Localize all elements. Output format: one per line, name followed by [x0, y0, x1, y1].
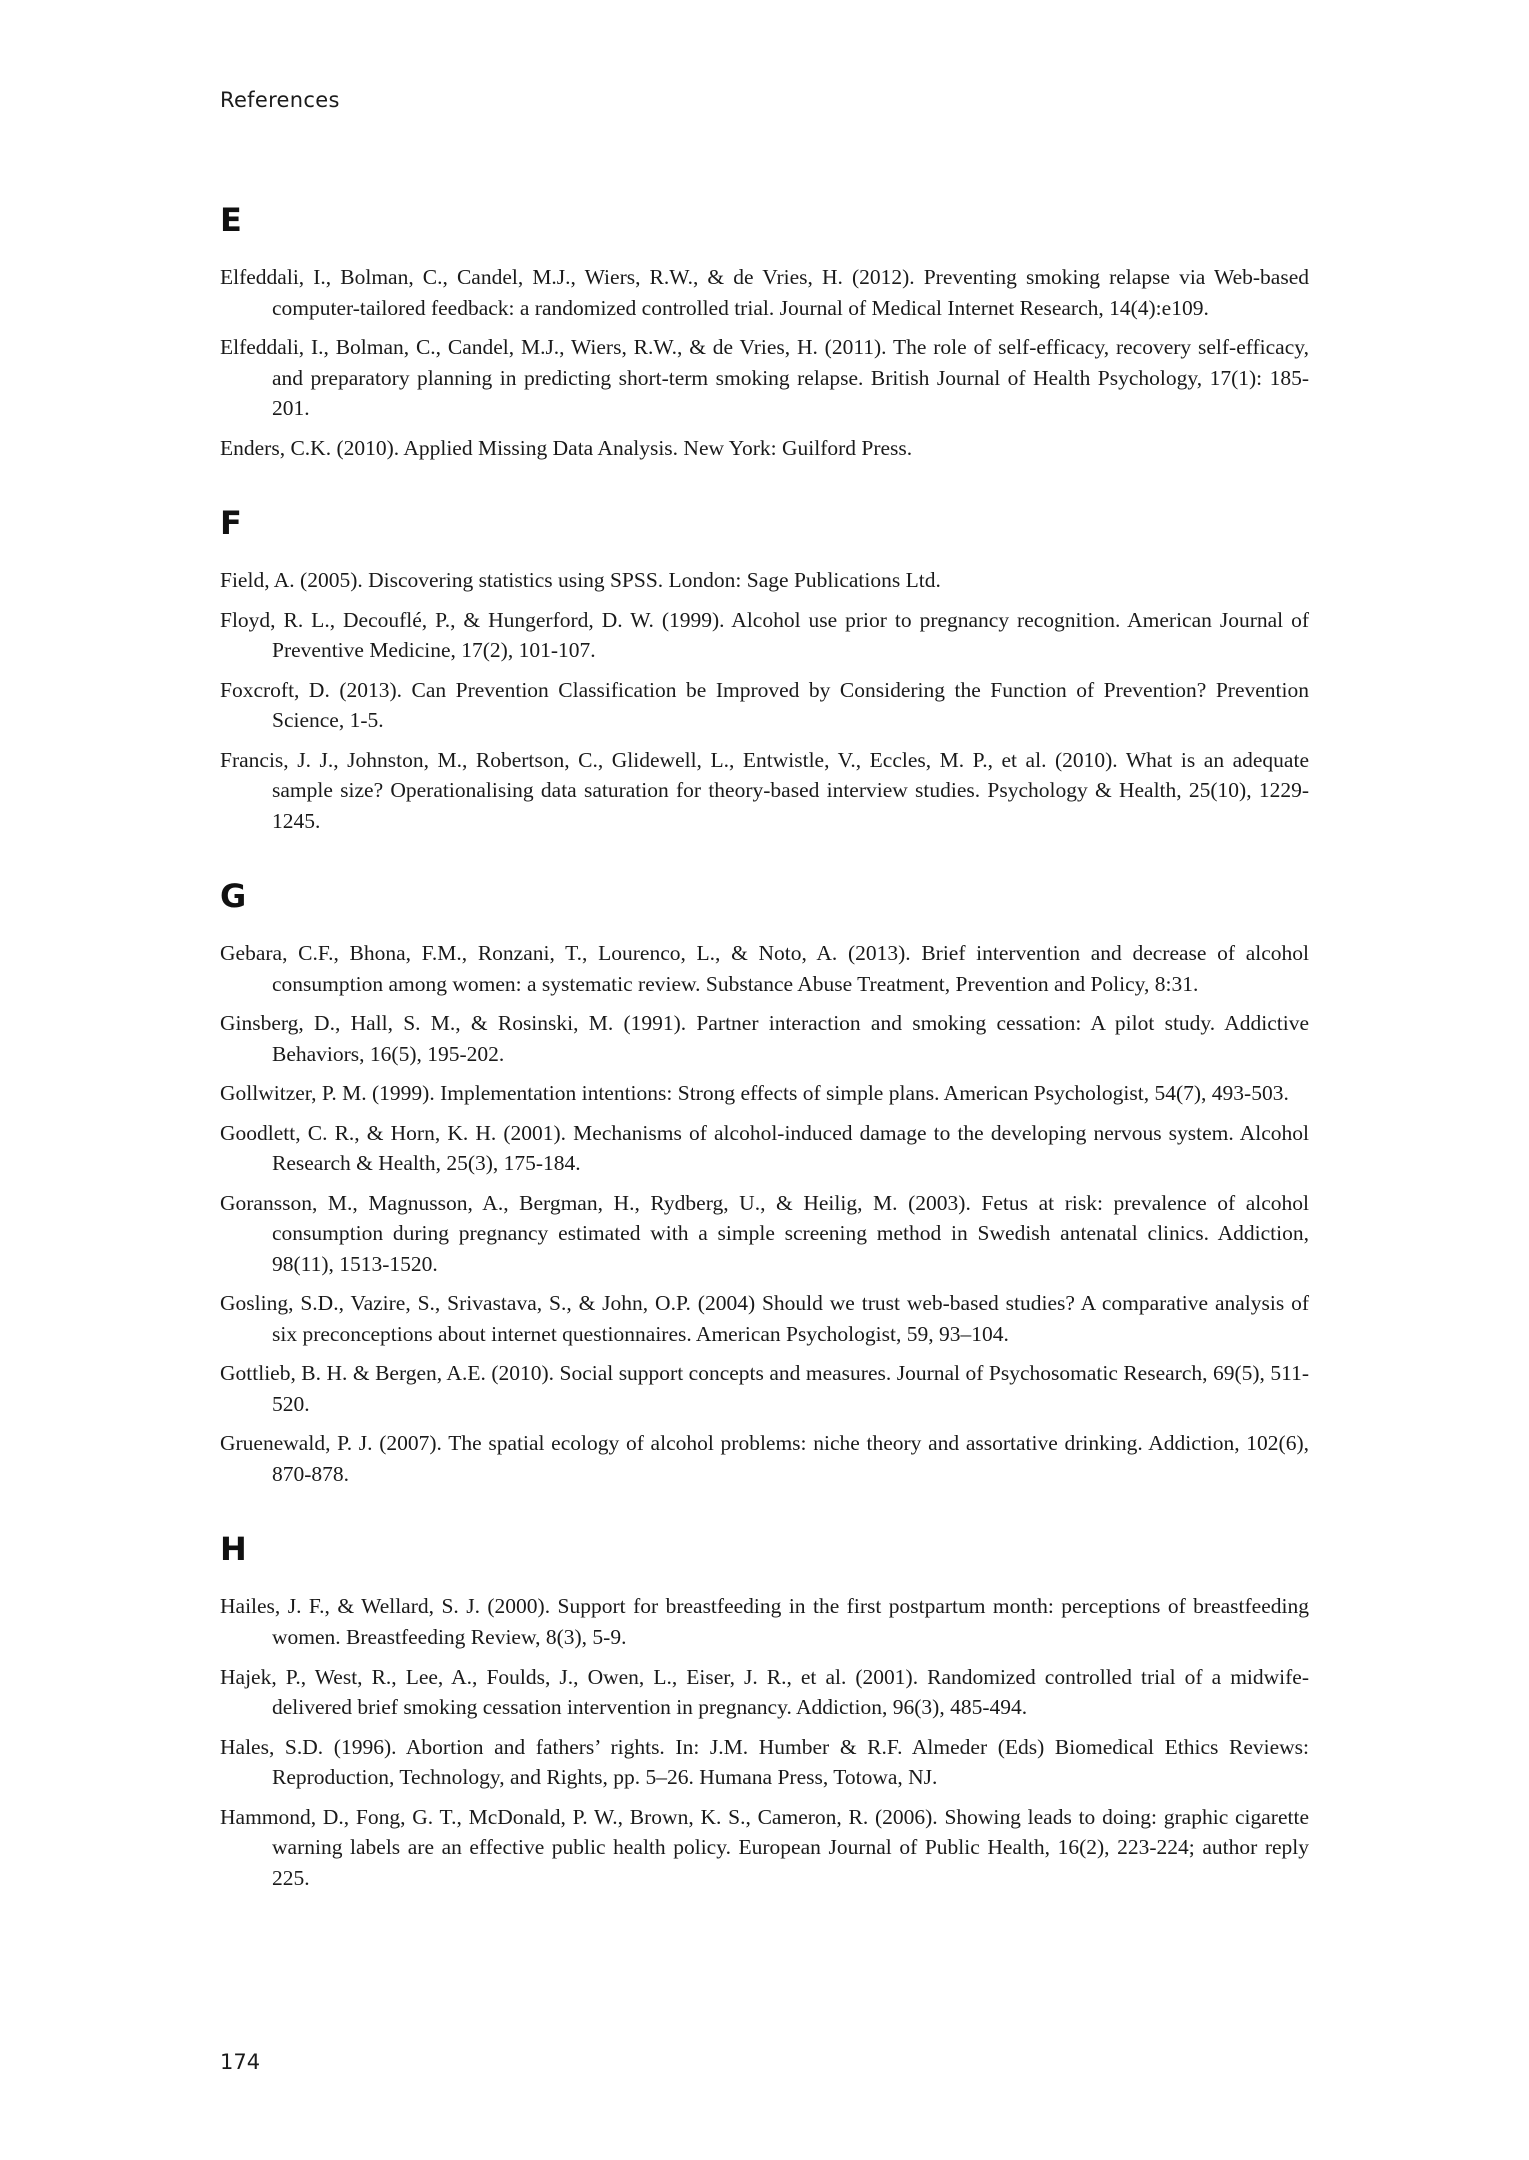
reference-entry: Hailes, J. F., & Wellard, S. J. (2000). Support for breastfeeding in the first postpartum month: perceptions of breastfeeding women. Breastfeeding Review, 8(3), 5-9.	[220, 1594, 1309, 1649]
reference-section-e	[220, 262, 1309, 463]
reference-section-f	[220, 565, 1309, 836]
reference-entry: Gruenewald, P. J. (2007). The spatial ecology of alcohol problems: niche theory and assortative drinking. Addiction, 102(6), 870-878.	[220, 1431, 1309, 1486]
reference-entry: Gottlieb, B. H. & Bergen, A.E. (2010). Social support concepts and measures. Journal of Psychosomatic Research, 69(5), 511-520.	[220, 1361, 1309, 1416]
reference-entry: Field, A. (2005). Discovering statistics using SPSS. London: Sage Publications Ltd.	[220, 568, 941, 593]
page-number: 174	[220, 2050, 261, 2074]
reference-entry: Goransson, M., Magnusson, A., Bergman, H., Rydberg, U., & Heilig, M. (2003). Fetus at risk: prevalence of alcohol consumption during pregnancy estimated with a simple screening method in Swedish antenatal clinics. Addiction, 98(11), 1513-1520.	[220, 1190, 1309, 1276]
reference-entry: Francis, J. J., Johnston, M., Robertson, C., Glidewell, L., Entwistle, V., Eccles, M. P., et al. (2010). What is an adequate sample size? Operationalising data saturation for theory-based interview studies. Psychology & Health, 25(10), 1229-1245.	[220, 747, 1309, 833]
section-heading-g: G	[220, 877, 247, 916]
reference-entry: Hajek, P., West, R., Lee, A., Foulds, J., Owen, L., Eiser, J. R., et al. (2001). Randomized controlled trial of a midwife-delivered brief smoking cessation intervention in pregnancy. Addiction, 96(3), 485-494.	[220, 1664, 1309, 1720]
section-heading-f: F	[220, 504, 242, 543]
reference-entry: Enders, C.K. (2010). Applied Missing Data Analysis. New York: Guilford Press.	[220, 435, 913, 460]
reference-entry: Gebara, C.F., Bhona, F.M., Ronzani, T., Lourenco, L., & Noto, A. (2013). Brief intervention and decrease of alcohol consumption among women: a systematic review. Substance Abuse Treatment, Prevention and Policy, 8:31.	[220, 941, 1309, 996]
running-head: References	[220, 88, 340, 112]
reference-entry: Hammond, D., Fong, G. T., McDonald, P. W., Brown, K. S., Cameron, R. (2006). Showing leads to doing: graphic cigarette warning labels are an effective public health policy. European Journal of Public Health, 16(2), 223-224; author reply 225.	[220, 1804, 1309, 1890]
reference-entry: Gollwitzer, P. M. (1999). Implementation intentions: Strong effects of simple plans. American Psychologist, 54(7), 493-503.	[220, 1081, 1289, 1106]
section-heading-h: H	[220, 1530, 247, 1569]
section-heading-e: E	[220, 201, 242, 239]
reference-entry: Gosling, S.D., Vazire, S., Srivastava, S., & John, O.P. (2004) Should we trust web-based studies? A comparative analysis of six preconceptions about internet questionnaires. American Psychologist, 59, 93–104.	[220, 1291, 1309, 1346]
reference-entry: Elfeddali, I., Bolman, C., Candel, M.J., Wiers, R.W., & de Vries, H. (2012). Preventing smoking relapse via Web-based computer-tailored feedback: a randomized controlled trial. Journal of Medical Internet Research, 14(4):e109.	[220, 265, 1309, 320]
reference-entry: Floyd, R. L., Decouflé, P., & Hungerford, D. W. (1999). Alcohol use prior to pregnancy recognition. American Journal of Preventive Medicine, 17(2), 101-107.	[220, 607, 1309, 663]
reference-section-g	[220, 938, 1309, 1489]
reference-entry: Hales, S.D. (1996). Abortion and fathers’ rights. In: J.M. Humber & R.F. Almeder (Eds) Biomedical Ethics Reviews: Reproduction, Technology, and Rights, pp. 5–26. Humana Press, Totowa, NJ.	[220, 1734, 1309, 1790]
reference-entry: Goodlett, C. R., & Horn, K. H. (2001). Mechanisms of alcohol-induced damage to the developing nervous system. Alcohol Research & Health, 25(3), 175-184.	[220, 1120, 1309, 1176]
reference-section-h	[220, 1591, 1309, 1893]
reference-entry: Ginsberg, D., Hall, S. M., & Rosinski, M. (1991). Partner interaction and smoking cessation: A pilot study. Addictive Behaviors, 16(5), 195-202.	[220, 1011, 1309, 1066]
reference-entry: Elfeddali, I., Bolman, C., Candel, M.J., Wiers, R.W., & de Vries, H. (2011). The role of self-efficacy, recovery self-efficacy, and preparatory planning in predicting short-term smoking relapse. British Journal of Health Psychology, 17(1): 185-201.	[220, 335, 1309, 421]
reference-entry: Foxcroft, D. (2013). Can Prevention Classification be Improved by Considering the Function of Prevention? Prevention Science, 1-5.	[220, 677, 1309, 733]
